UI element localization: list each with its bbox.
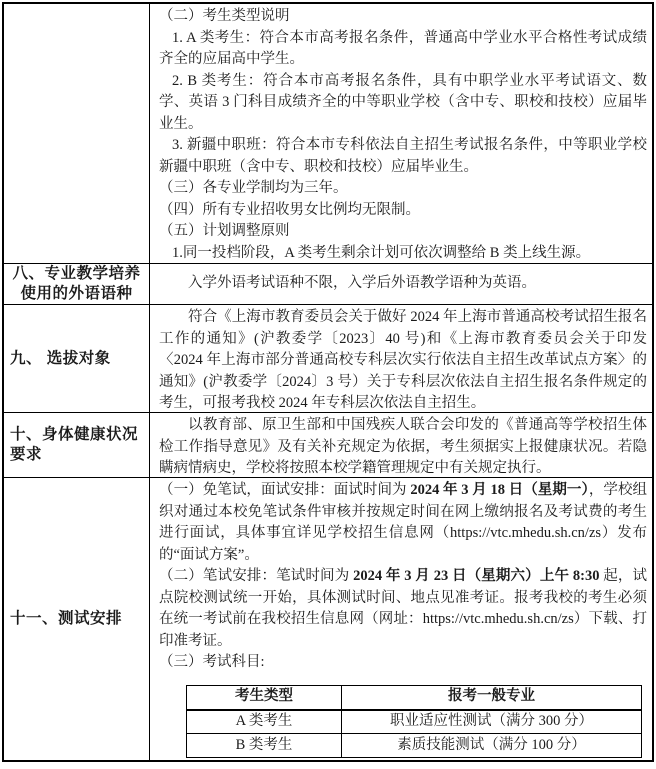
paragraph-plan-adjust-1: 1.同一投档阶段，A 类考生剩余计划可依次调整给 B 类上线生源。 [172,244,591,261]
table-row-candidate-types [4,4,652,264]
selection-targets-content [150,305,652,412]
exam-table-cell-type-a: A 类考生 [187,710,342,734]
interview-text-pre: （一）免笔试，面试安排：面试时间为 [159,482,411,498]
health-requirements-content [150,413,652,477]
paragraph-interview [159,480,647,566]
exam-table-header-row [187,685,642,710]
exam-subjects-table [186,685,642,758]
paragraph-type-b: 2. B 类考生：符合本市高考报名条件，具有中职学业水平考试语文、数学、英语 3 门科目成绩齐全的中等职业学校（含中专、职校和技校）应届毕业生。 [159,72,647,132]
written-test-text-pre: （二）笔试安排：笔试时间为 [159,568,354,584]
written-test-text-post: 起，试点院校测试统一开始，具体测试时间、地点见准考证。报考我校的考生必须在统一考试前在我校招生信息网（网址：https://vtc.mhedu.sh.cn/zs）下载、打印准考证。 [159,568,648,649]
interview-text-post: ，学校组织对通过本校免笔试条件审核并按规定时间在网上缴纳报名及考试费的考生进行面试，具体事宜详见学校招生信息网（https://vtc.mhedu.sh.cn/zs）发布的“面试方案”。 [159,482,648,563]
table-row-test-arrangement [4,478,652,760]
paragraph-selection: 符合《上海市教育委员会关于做好 2024 年上海市普通高校考试招生报名工作的通知》(沪教委学〔2023〕40 号)和《上海市教育委员会关于印发〈2024 年上海市部分普通高校专科层次实行依法自主招生改革试点方案〉的通知》(沪教委学〔2024〕3 号）关于专科层次依法自主招生报名条件规定的考生，可报考我校 2024 年专科层次依法自主招生。 [159,309,647,411]
exam-table-cell-type-b: B 类考生 [187,734,342,758]
row-label-selection-targets: 九、 选拔对象 [4,305,150,412]
paragraph-exam-subjects-heading: （三）考试科目: [159,654,265,670]
paragraph-type-a: 1. A 类考生：符合本市高考报名条件，普通高中学业水平合格性考试成绩齐全的应届高中学生。 [159,29,647,67]
exam-table-cell-type-a-test: 职业适应性测试（满分 300 分） [342,710,642,734]
paragraph-candidate-type-heading: （二）考生类型说明 [159,8,290,24]
paragraph-gender-ratio: （四）所有专业招收男女比例均无限制。 [159,201,420,218]
exam-table-row-type-b [187,734,642,758]
exam-table-cell-type-b-test: 素质技能测试（满分 100 分） [342,734,642,758]
written-test-date: 2024 年 3 月 23 日（星期六）上午 8:30 [353,568,600,584]
paragraph-language: 入学外语考试语种不限，入学后外语教学语种为英语。 [188,275,536,292]
table-row-health-requirements [4,413,652,478]
table-row-foreign-language [4,264,652,305]
row-label-foreign-language: 八、专业教学培养使用的外语语种 [4,264,150,304]
row-label-health-requirements: 十、身体健康状况要求 [4,413,150,477]
exam-table-row-type-a [187,710,642,734]
paragraph-study-length: （三）各专业学制均为三年。 [159,180,348,196]
paragraph-written-test [159,566,647,652]
table-row-selection-targets [4,305,652,413]
paragraph-xinjiang-class: 3. 新疆中职班：符合本市专科依法自主招生考试报名条件，中等职业学校新疆中职班（含中专、职校和技校）应届毕业生。 [159,137,647,175]
paragraph-health: 以教育部、原卫生部和中国残疾人联合会印发的《普通高等学校招生体检工作指导意见》及有关补充规定为依据，考生须据实上报健康状况。若隐瞒病情病史，学校将按照本校学籍管理规定中有关规定执行。 [159,417,647,476]
exam-table-header-candidate-type: 考生类型 [187,685,342,710]
foreign-language-content [150,264,652,304]
test-arrangement-content [150,478,652,760]
interview-date: 2024 年 3 月 18 日（星期一） [410,482,589,498]
paragraph-plan-adjust-heading: （五）计划调整原则 [159,223,290,239]
exam-table-header-general-major: 报考一般专业 [342,685,642,710]
row-label-test-arrangement: 十一、测试安排 [4,478,150,760]
row-label-empty [4,4,150,263]
candidate-types-content [150,4,652,263]
admissions-info-table [2,2,654,762]
